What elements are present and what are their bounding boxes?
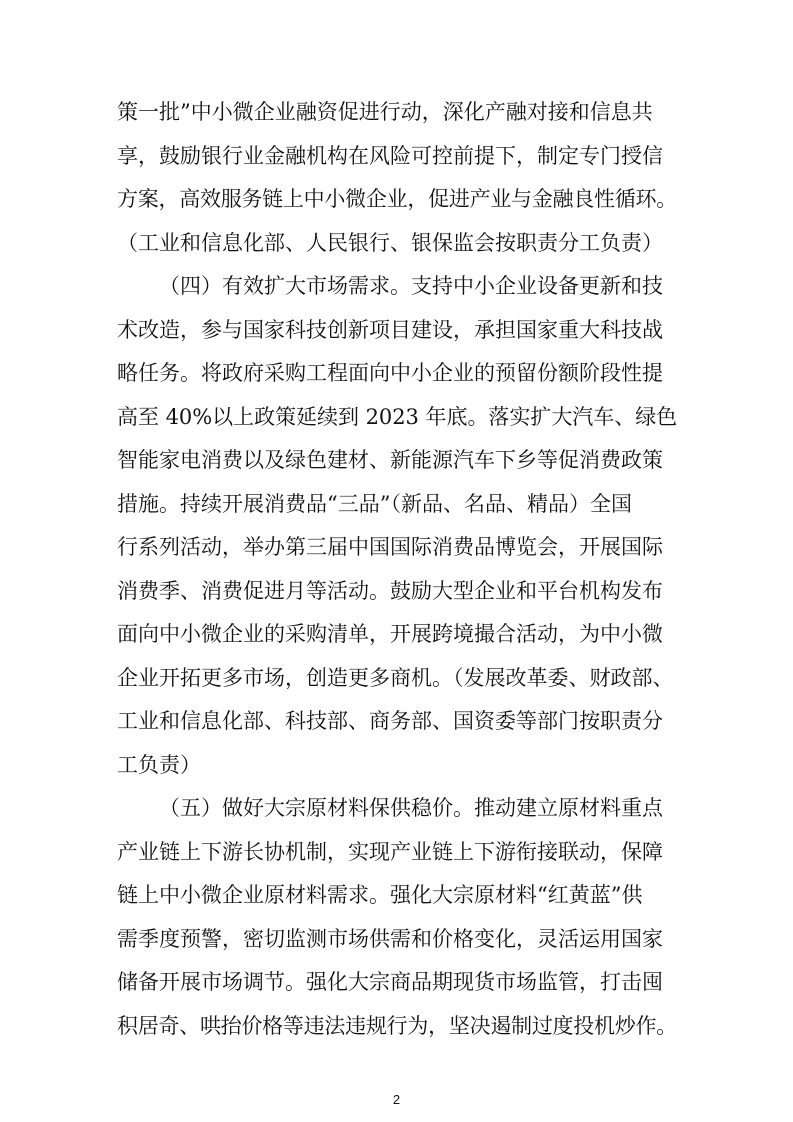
- section-heading-line: （四）有效扩大市场需求。支持中小企业设备更新和技: [159, 274, 663, 298]
- text-line: 需季度预警，密切监测市场供需和价格变化，灵活运用国家: [117, 926, 663, 951]
- text-line: 消费季、消费促进月等活动。鼓励大型企业和平台机构发布: [117, 578, 663, 603]
- text-line: 企业开拓更多市场，创造更多商机。（发展改革委、财政部、: [117, 665, 674, 690]
- text-line: 产业链上下游长协机制，实现产业链上下游衔接联动，保障: [117, 839, 663, 864]
- text-line: 享，鼓励银行业金融机构在风险可控前提下，制定专门授信: [117, 143, 663, 168]
- text-line: 工业和信息化部、科技部、商务部、国资委等部门按职责分: [117, 709, 663, 733]
- text-line: （工业和信息化部、人民银行、银保监会按职责分工负责）: [117, 230, 663, 255]
- text-line: 工负责）: [117, 752, 201, 777]
- text-line: 高至 40%以上政策延续到 2023 年底。落实扩大汽车、绿色: [117, 404, 678, 429]
- text-line: 储备开展市场调节。强化大宗商品期现货市场监管，打击囤: [117, 970, 663, 994]
- section-heading-line: （五）做好大宗原材料保供稳价。推动建立原材料重点: [159, 796, 663, 820]
- text-line: 略任务。将政府采购工程面向中小企业的预留份额阶段性提: [117, 361, 663, 385]
- text-line: 面向中小微企业的采购清单，开展跨境撮合活动，为中小微: [117, 622, 663, 646]
- text-line: 积居奇、哄抬价格等违法违规行为，坚决遏制过度投机炒作。: [117, 1013, 677, 1038]
- text-line: 策一批”中小微企业融资促进行动，深化产融对接和信息共: [117, 100, 653, 124]
- text-line: 链上中小微企业原材料需求。强化大宗原材料“红黄蓝”供: [117, 883, 643, 907]
- text-line: 措施。持续开展消费品“三品”（新品、名品、精品）全国: [117, 491, 632, 516]
- text-line: 方案，高效服务链上中小微企业，促进产业与金融良性循环。: [117, 187, 677, 211]
- text-line: 智能家电消费以及绿色建材、新能源汽车下乡等促消费政策: [117, 448, 663, 472]
- page-number: 2: [392, 1092, 401, 1107]
- text-line: 行系列活动，举办第三届中国国际消费品博览会，开展国际: [117, 535, 663, 559]
- text-line: 术改造，参与国家科技创新项目建设，承担国家重大科技战: [117, 317, 663, 342]
